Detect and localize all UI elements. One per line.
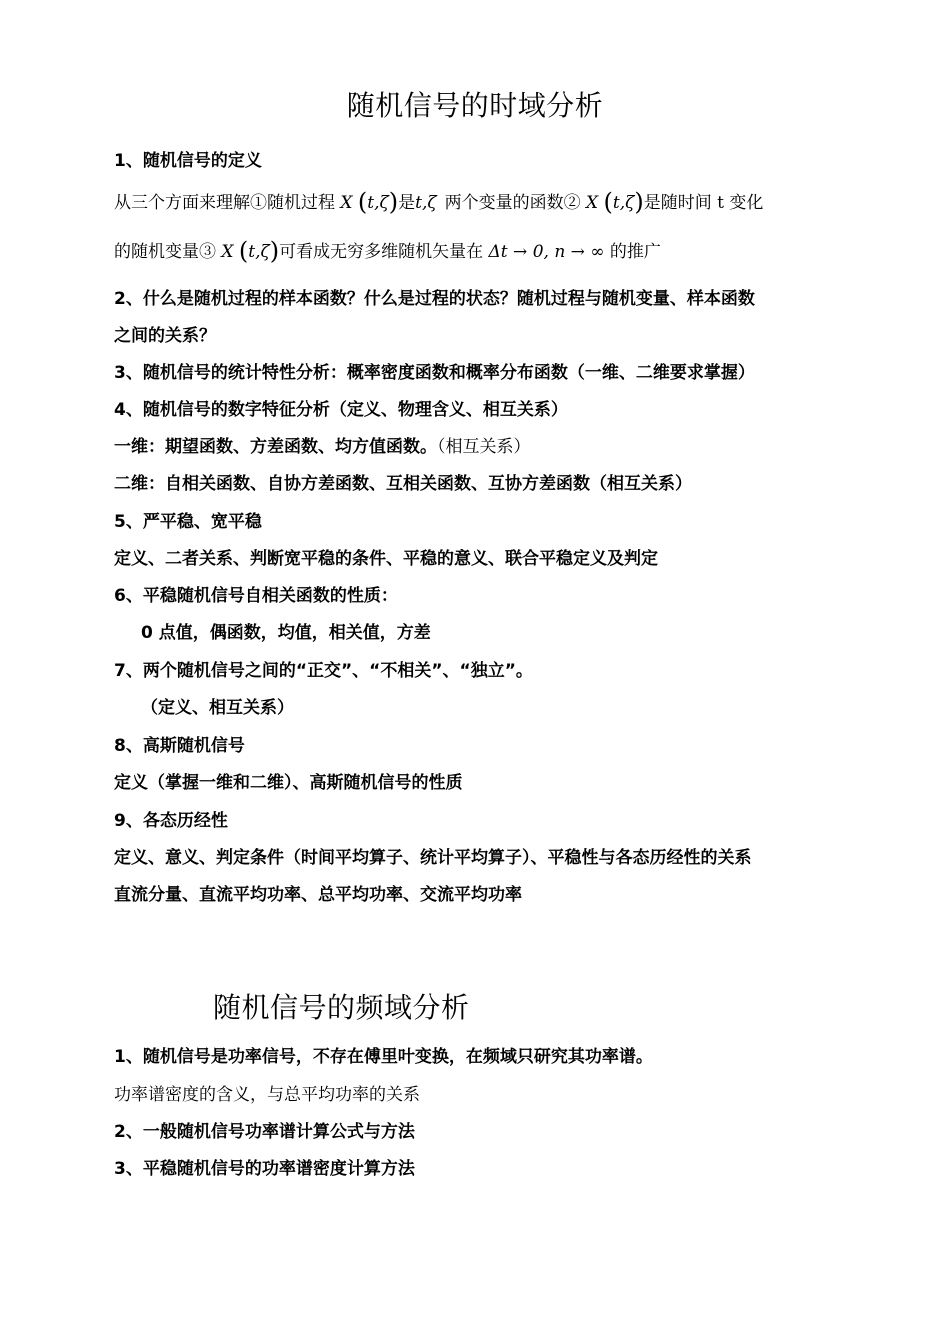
s1-item2-line2: 之间的关系？ xyxy=(114,326,216,346)
s1-item1-text-f: 可看成无穷多维随机矢量在 xyxy=(279,242,484,262)
s1-item5: 5、严平稳、宽平稳 xyxy=(114,512,262,532)
paren-open-2: ( xyxy=(603,188,613,216)
s1-item4-sub1 xyxy=(114,436,531,458)
s1-item1-text-e: 的随机变量③ xyxy=(114,242,216,262)
s1-item1-line2 xyxy=(114,237,661,265)
s1-item5-sub: 定义、二者关系、判断宽平稳的条件、平稳的意义、联合平稳定义及判定 xyxy=(114,549,658,569)
s1-item1-text-d: 是随时间 t 变化 xyxy=(643,193,764,213)
s2-item2: 2、一般随机信号功率谱计算公式与方法 xyxy=(114,1122,415,1142)
s1-item9-sub1: 定义、意义、判定条件（时间平均算子、统计平均算子）、平稳性与各态历经性的关系 xyxy=(114,848,752,868)
s1-item1-text-b: 是 xyxy=(398,193,416,213)
s2-item3: 3、平稳随机信号的功率谱密度计算方法 xyxy=(114,1159,415,1179)
section1-title: 随机信号的时域分析 xyxy=(346,89,604,122)
math-limit: Δt → 0, n → ∞ xyxy=(488,242,605,262)
paren-open-1: ( xyxy=(357,188,368,216)
s1-item1-text-a: 从三个方面来理解①随机过程 xyxy=(114,193,335,213)
s2-item1: 1、随机信号是功率信号，不存在傅里叶变换，在频域只研究其功率谱。 xyxy=(114,1047,653,1067)
s1-item9-sub2: 直流分量、直流平均功率、总平均功率、交流平均功率 xyxy=(114,885,522,905)
paren-close-3: ) xyxy=(269,237,280,265)
math-args-2: t,ζ xyxy=(415,193,437,213)
s1-item2-line1: 2、什么是随机过程的样本函数？什么是过程的状态？随机过程与随机变量、样本函数 xyxy=(114,289,755,309)
paren-close-1: ) xyxy=(388,188,399,216)
s1-item1-text-g: 的推广 xyxy=(609,242,661,262)
section2-title: 随机信号的频域分析 xyxy=(213,991,470,1024)
math-x-2: X xyxy=(585,193,599,213)
s1-item8: 8、高斯随机信号 xyxy=(114,736,245,756)
s2-item1-sub: 功率谱密度的含义，与总平均功率的关系 xyxy=(114,1085,420,1105)
s1-item3: 3、随机信号的统计特性分析：概率密度函数和概率分布函数（一维、二维要求掌握） xyxy=(114,363,755,383)
s1-item1-heading: 1、随机信号的定义 xyxy=(114,151,262,171)
s1-item4-sub2: 二维：自相关函数、自协方差函数、互相关函数、互协方差函数（相互关系） xyxy=(114,474,692,494)
s1-item4-sub1-b: （相互关系） xyxy=(437,437,531,457)
paren-open-3: ( xyxy=(238,237,249,265)
s1-item8-sub: 定义（掌握一维和二维）、高斯随机信号的性质 xyxy=(114,773,463,793)
s1-item7: 7、两个随机信号之间的“正交”、“不相关”、“独立”。 xyxy=(114,661,533,681)
s1-item4: 4、随机信号的数字特征分析（定义、物理含义、相互关系） xyxy=(114,400,568,420)
paren-close-2: ) xyxy=(634,188,644,216)
s1-item1-text-c: 两个变量的函数② xyxy=(444,193,581,213)
s1-item6-sub: 0 点值，偶函数，均值，相关值，方差 xyxy=(141,623,431,643)
math-args-1: t,ζ xyxy=(367,193,389,213)
s1-item6: 6、平稳随机信号自相关函数的性质： xyxy=(114,586,398,606)
math-x-1: X xyxy=(340,193,353,213)
s1-item9: 9、各态历经性 xyxy=(114,811,228,831)
math-args-3: t,ζ xyxy=(612,193,635,213)
math-x-3: X xyxy=(221,242,234,262)
s1-item4-sub1-a: 一维：期望函数、方差函数、均方值函数。 xyxy=(114,437,437,457)
s1-item7-sub: （定义、相互关系） xyxy=(141,698,294,718)
s1-item1-line1 xyxy=(114,188,764,216)
math-args-4: t,ζ xyxy=(248,242,270,262)
